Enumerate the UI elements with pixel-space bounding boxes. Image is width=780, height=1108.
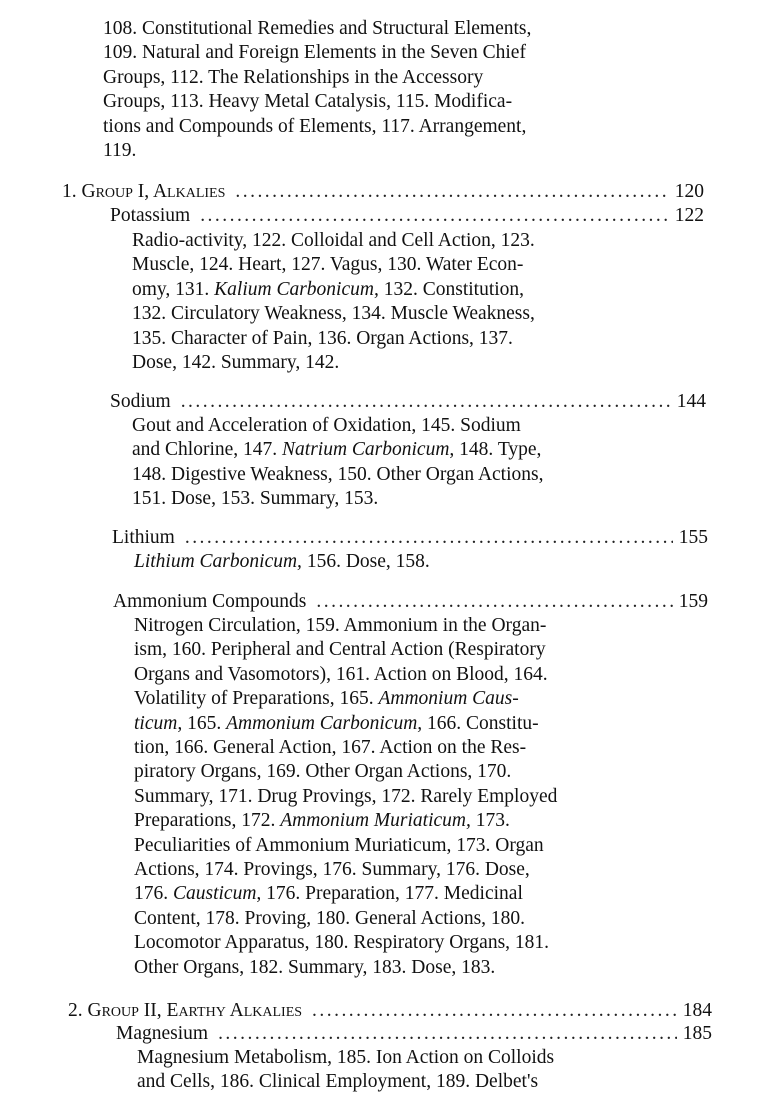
page-number: 144 [676, 391, 706, 412]
dot-leader [185, 526, 673, 550]
page-number: 122 [674, 205, 704, 226]
topic-line [134, 907, 668, 931]
topic-line [134, 809, 668, 833]
topic-line [132, 487, 665, 511]
topic-text: 151. Dose, 153. Summary, 153. [132, 488, 379, 510]
topic-text: Other Organs, 182. Summary, 183. Dose, 183. [134, 956, 496, 978]
element-topics [134, 614, 668, 980]
page-number: 159 [678, 591, 708, 612]
topic-text: Content, 178. Proving, 180. General Actions, 180. [134, 907, 526, 929]
toc-group-label [68, 999, 302, 1023]
intro-line: Groups, 113. Heavy Metal Catalysis, 115. Modifica- [103, 91, 513, 113]
dot-leader [218, 1022, 677, 1046]
element-name: Sodium [110, 391, 171, 412]
toc-element-heading [112, 526, 708, 550]
topic-text: Gout and Acceleration of Oxidation, 145. Sodium [132, 415, 521, 436]
topic-text: 132. Circulatory Weakness, 134. Muscle Weakness, [132, 303, 535, 325]
italic-term: Lithium Carbonicum, [134, 551, 302, 572]
page-number: 185 [682, 1023, 712, 1044]
toc-group-label [62, 180, 225, 204]
topic-text: Peculiarities of Ammonium Muriaticum, 173. Organ [134, 834, 544, 856]
dot-leader [312, 999, 677, 1023]
element-topics [132, 229, 665, 375]
topic-text: omy, 131. [132, 278, 215, 300]
topic-text: 132. Constitution, [378, 278, 525, 300]
topic-text: Dose, 142. Summary, 142. [132, 352, 340, 374]
topic-line [132, 302, 665, 326]
toc-element-heading [116, 1022, 712, 1046]
group-number: 2. [68, 1000, 83, 1021]
topic-text: and Chlorine, 147. [132, 439, 283, 461]
topic-text: Organs and Vasomotors), 161. Action on Blood, 164. [134, 663, 548, 685]
topic-text: Summary, 171. Drug Provings, 172. Rarely Employed [134, 785, 558, 807]
topic-text: 135. Character of Pain, 136. Organ Actions, 137. [132, 327, 513, 349]
element-topics [137, 1046, 672, 1095]
element-name: Ammonium Compounds [113, 591, 307, 612]
topic-line [134, 858, 668, 882]
topic-line [132, 463, 665, 487]
page-number: 184 [682, 1000, 712, 1021]
topic-line [132, 351, 665, 375]
topic-text: Magnesium Metabolism, 185. Ion Action on Colloids [137, 1047, 555, 1068]
topic-text: ism, 160. Peripheral and Central Action (Respiratory [134, 639, 546, 661]
topic-line [132, 278, 665, 302]
intro-line: tions and Compounds of Elements, 117. Arrangement, [103, 115, 527, 137]
topic-line [137, 1070, 672, 1094]
topic-line [132, 414, 665, 438]
page-number: 120 [674, 181, 704, 202]
topic-text: tion, 166. General Action, 167. Action on the Res- [134, 737, 527, 759]
page-number: 155 [678, 527, 708, 548]
topic-line [134, 638, 668, 662]
intro-paragraph [103, 17, 663, 163]
group-number: 1. [62, 181, 77, 202]
topic-line [134, 550, 667, 574]
italic-term: Kalium Carbonicum, [214, 278, 379, 300]
topic-text: 166. Constitu- [422, 712, 539, 734]
topic-text: 173. [470, 810, 510, 832]
topic-line [134, 687, 668, 711]
italic-term: Ammonium Muriaticum, [280, 810, 471, 832]
dot-leader [235, 180, 668, 204]
topic-text: Volatility of Preparations, 165. [134, 688, 379, 710]
topic-text: 176. [134, 883, 173, 905]
intro-line: Groups, 112. The Relationships in the Accessory [103, 66, 484, 88]
topic-text: Radio-activity, 122. Colloidal and Cell Action, 123. [132, 230, 535, 251]
group-title: Group I, Alkalies [81, 181, 226, 202]
topic-text: Muscle, 124. Heart, 127. Vagus, 130. Water Econ- [132, 254, 524, 276]
intro-line: 109. Natural and Foreign Elements in the Seven Chief [103, 42, 526, 64]
italic-term: Ammonium Caus- [378, 688, 519, 710]
toc-group-heading [68, 999, 712, 1023]
topic-line [134, 760, 668, 784]
italic-term: Natrium Carbonicum, [282, 439, 455, 461]
topic-text: 156. Dose, 158. [301, 551, 430, 572]
italic-term: Causticum, [173, 883, 262, 905]
toc-element-heading [110, 390, 706, 414]
topic-line [132, 327, 665, 351]
topic-text: 176. Preparation, 177. Medicinal [261, 883, 523, 905]
element-topics [132, 414, 665, 512]
topic-line [132, 229, 665, 253]
topic-line [134, 736, 668, 760]
italic-term: Ammonium Carbonicum, [226, 712, 423, 734]
topic-text: and Cells, 186. Clinical Employment, 189. Delbet's [137, 1071, 539, 1093]
toc-element-heading [113, 590, 708, 614]
topic-text: Preparations, 172. [134, 810, 281, 832]
dot-leader [200, 204, 669, 228]
topic-text: 148. Type, [454, 439, 542, 461]
topic-line [134, 931, 668, 955]
intro-line: 119. [103, 140, 137, 162]
topic-line [134, 834, 668, 858]
italic-term: ticum, [134, 712, 183, 734]
topic-line [132, 253, 665, 277]
element-name: Lithium [112, 527, 175, 548]
topic-line [134, 663, 668, 687]
element-name: Potassium [110, 205, 191, 226]
topic-line [134, 614, 668, 638]
topic-line [134, 882, 668, 906]
topic-text: Nitrogen Circulation, 159. Ammonium in the Organ- [134, 615, 547, 636]
toc-element-heading [110, 204, 704, 228]
topic-line [134, 712, 668, 736]
group-title: Group II, Earthy Alkalies [87, 1000, 303, 1021]
dot-leader [316, 590, 672, 614]
topic-line [137, 1046, 672, 1070]
intro-line: 108. Constitutional Remedies and Structural Elements, [103, 18, 532, 39]
topic-text: 165. [182, 712, 227, 734]
topic-text: Actions, 174. Provings, 176. Summary, 176. Dose, [134, 859, 530, 881]
element-topics [134, 550, 667, 574]
element-name: Magnesium [116, 1023, 209, 1044]
topic-line [134, 785, 668, 809]
topic-text: 148. Digestive Weakness, 150. Other Organ Actions, [132, 463, 544, 485]
toc-group-heading [62, 180, 704, 204]
topic-text: piratory Organs, 169. Other Organ Actions, 170. [134, 761, 512, 783]
topic-line [134, 956, 668, 980]
topic-line [132, 438, 665, 462]
topic-text: Locomotor Apparatus, 180. Respiratory Organs, 181. [134, 932, 550, 954]
dot-leader [181, 390, 671, 414]
